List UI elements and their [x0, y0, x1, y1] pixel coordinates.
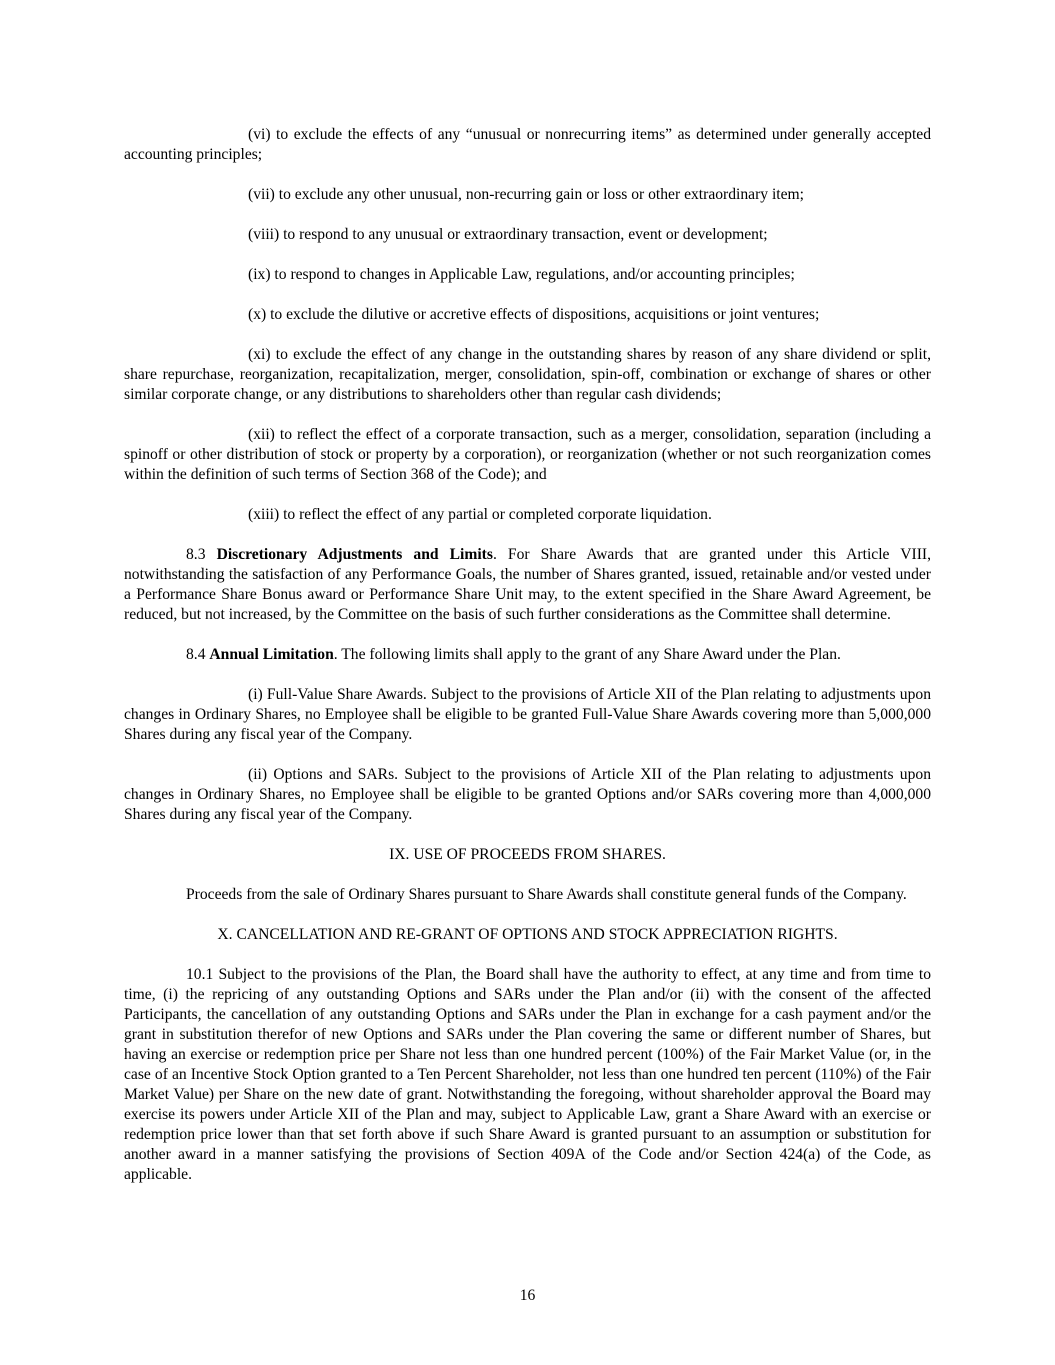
- paragraph-item-ix: (ix) to respond to changes in Applicable Law, regulations, and/or accounting principles;: [248, 266, 795, 283]
- paragraph-item-x: (x) to exclude the dilutive or accretive effects of dispositions, acquisitions or joint ventures;: [248, 306, 820, 323]
- article-ix-heading: IX. USE OF PROCEEDS FROM SHARES.: [389, 846, 666, 863]
- section-8-3-number: 8.3: [186, 546, 206, 563]
- article-x-heading: X. CANCELLATION AND RE-GRANT OF OPTIONS AND STOCK APPRECIATION RIGHTS.: [217, 926, 838, 943]
- section-10-1: 10.1 Subject to the provisions of the Plan, the Board shall have the authority to effect, at any time and from time to time, (i) the repricing of any outstanding Options and SARs under the Plan and/or (ii) with the consent of the affected Participants, the cancellation of any outstanding Options and SARs under the Plan in exchange for a cash payment and/or the grant in substitution therefor of new Options and SARs under the Plan covering the same or different number of Shares, but having an exercise or redemption price per Share not less than one hundred percent (100%) of the Fair Market Value (or, in the case of an Incentive Stock Option granted to a Ten Percent Shareholder, not less than one hundred ten percent (110%) of the Fair Market Value) per Share on the new date of grant. Notwithstanding the foregoing, without shareholder approval the Board may exercise its powers under Article XII of the Plan and may, subject to Applicable Law, grant a Share Award with an exercise or redemption price lower than that set forth above if such Share Award is granted pursuant to an assumption or substitution for another award in a manner satisfying the provisions of Section 409A of the Code and/or Section 424(a) of the Code, as applicable.: [124, 966, 931, 1183]
- paragraph-item-vi: (vi) to exclude the effects of any “unusual or nonrecurring items” as determined under generally accepted accounting principles;: [124, 126, 931, 163]
- section-8-4-item-ii: (ii) Options and SARs. Subject to the provisions of Article XII of the Plan relating to adjustments upon changes in Ordinary Shares, no Employee shall be eligible to be granted Options and/or SARs covering more than 4,000,000 Shares during any fiscal year of the Company.: [124, 766, 931, 823]
- page-number: 16: [519, 1287, 536, 1304]
- section-8-3-body: . For Share Awards that are granted under this Article VIII, notwithstanding the satisfaction of any Performance Goals, the number of Shares granted, issued, retainable and/or vested under a Performance Share Bonus award or Performance Share Unit may, to the extent specified in the Share Award Agreement, be reduced, but not increased, by the Committee on the basis of such further considerations as the Committee shall determine.: [124, 546, 931, 623]
- paragraph-item-xii: (xii) to reflect the effect of a corporate transaction, such as a merger, consolidation, separation (including a spinoff or other distribution of stock or property by a corporation), or reorganization (whether or not such reorganization comes within the definition of such terms of Section 368 of the Code); and: [124, 426, 931, 483]
- section-8-3-title: Discretionary Adjustments and Limits: [216, 546, 493, 563]
- section-8-4-number: 8.4: [186, 646, 206, 663]
- section-8-4-title: Annual Limitation: [209, 646, 334, 663]
- article-ix-body: Proceeds from the sale of Ordinary Shares pursuant to Share Awards shall constitute general funds of the Company.: [186, 886, 907, 903]
- paragraph-item-xiii: (xiii) to reflect the effect of any partial or completed corporate liquidation.: [248, 506, 712, 523]
- section-8-4-item-i: (i) Full-Value Share Awards. Subject to the provisions of Article XII of the Plan relating to adjustments upon changes in Ordinary Shares, no Employee shall be eligible to be granted Full-Value Share Awards covering more than 5,000,000 Shares during any fiscal year of the Company.: [124, 686, 931, 743]
- section-8-4-body: . The following limits shall apply to the grant of any Share Award under the Plan.: [333, 646, 841, 663]
- document-page: [124, 125, 931, 1205]
- paragraph-item-xi: (xi) to exclude the effect of any change in the outstanding shares by reason of any share dividend or split, share repurchase, reorganization, recapitalization, merger, consolidation, spin-off, combination or exchange of shares or other similar corporate change, or any distributions to shareholders other than regular cash dividends;: [124, 346, 931, 403]
- section-8-3: [124, 545, 931, 625]
- section-8-4: [124, 645, 931, 665]
- paragraph-item-vii: (vii) to exclude any other unusual, non-recurring gain or loss or other extraordinary item;: [248, 186, 805, 203]
- paragraph-item-viii: (viii) to respond to any unusual or extraordinary transaction, event or development;: [248, 226, 768, 243]
